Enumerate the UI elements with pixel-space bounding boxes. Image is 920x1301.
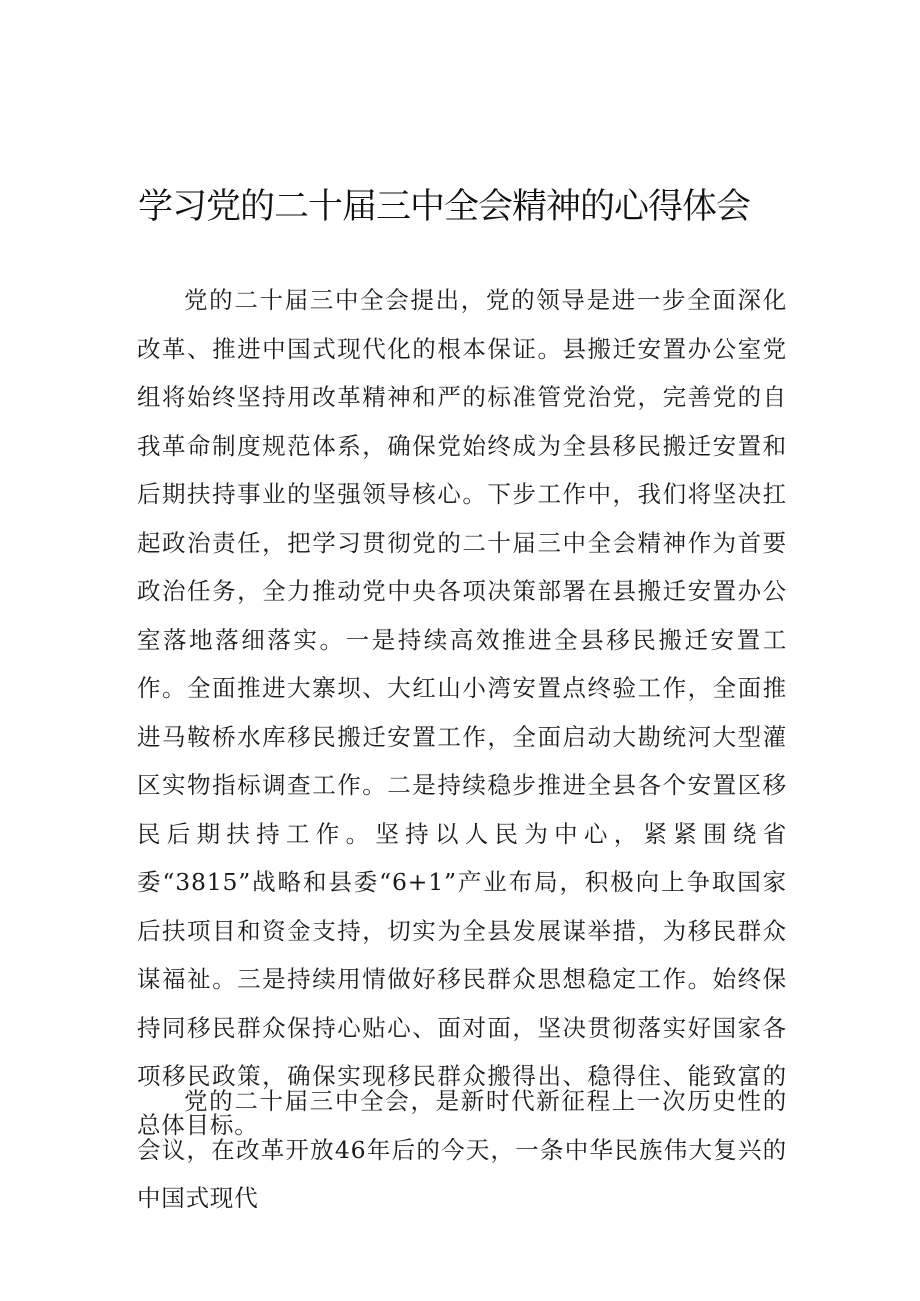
document-title: 学习党的二十届三中全会精神的心得体会 xyxy=(138,187,751,227)
paragraph-1: 党的二十届三中全会提出，党的领导是进一步全面深化改革、推进中国式现代化的根本保证。县搬迁安置办公室党组将始终坚持用改革精神和严的标准管党治党，完善党的自我革命制度规范体系，确保党始终成为全县移民搬迁安置和后期扶持事业的坚强领导核心。下步工作中，我们将坚决扛起政治责任，把学习贯彻党的二十届三中全会精神作为首要政治任务，全力推动党中央各项决策部署在县搬迁安置办公室落地落细落实。一是持续高效推进全县移民搬迁安置工作。全面推进大寨坝、大红山小湾安置点终验工作，全面推进马鞍桥水库移民搬迁安置工作，全面启动大勘统河大型灌区实物指标调查工作。二是持续稳步推进全县各个安置区移民后期扶持工作。坚持以人民为中心，紧紧围绕省委“3815”战略和县委“6+1”产业布局，积极向上争取国家后扶项目和资金支持，切实为全县发展谋举措，为移民群众谋福祉。三是持续用情做好移民群众思想稳定工作。始终保持同移民群众保持心贴心、面对面，坚决贯彻落实好国家各项移民政策，确保实现移民群众搬得出、稳得住、能致富的总体目标。 xyxy=(137,286,787,1139)
paragraph-2: 党的二十届三中全会，是新时代新征程上一次历史性的会议，在改革开放46年后的今天，一条中华民族伟大复兴的中国式现代 xyxy=(137,1087,787,1212)
